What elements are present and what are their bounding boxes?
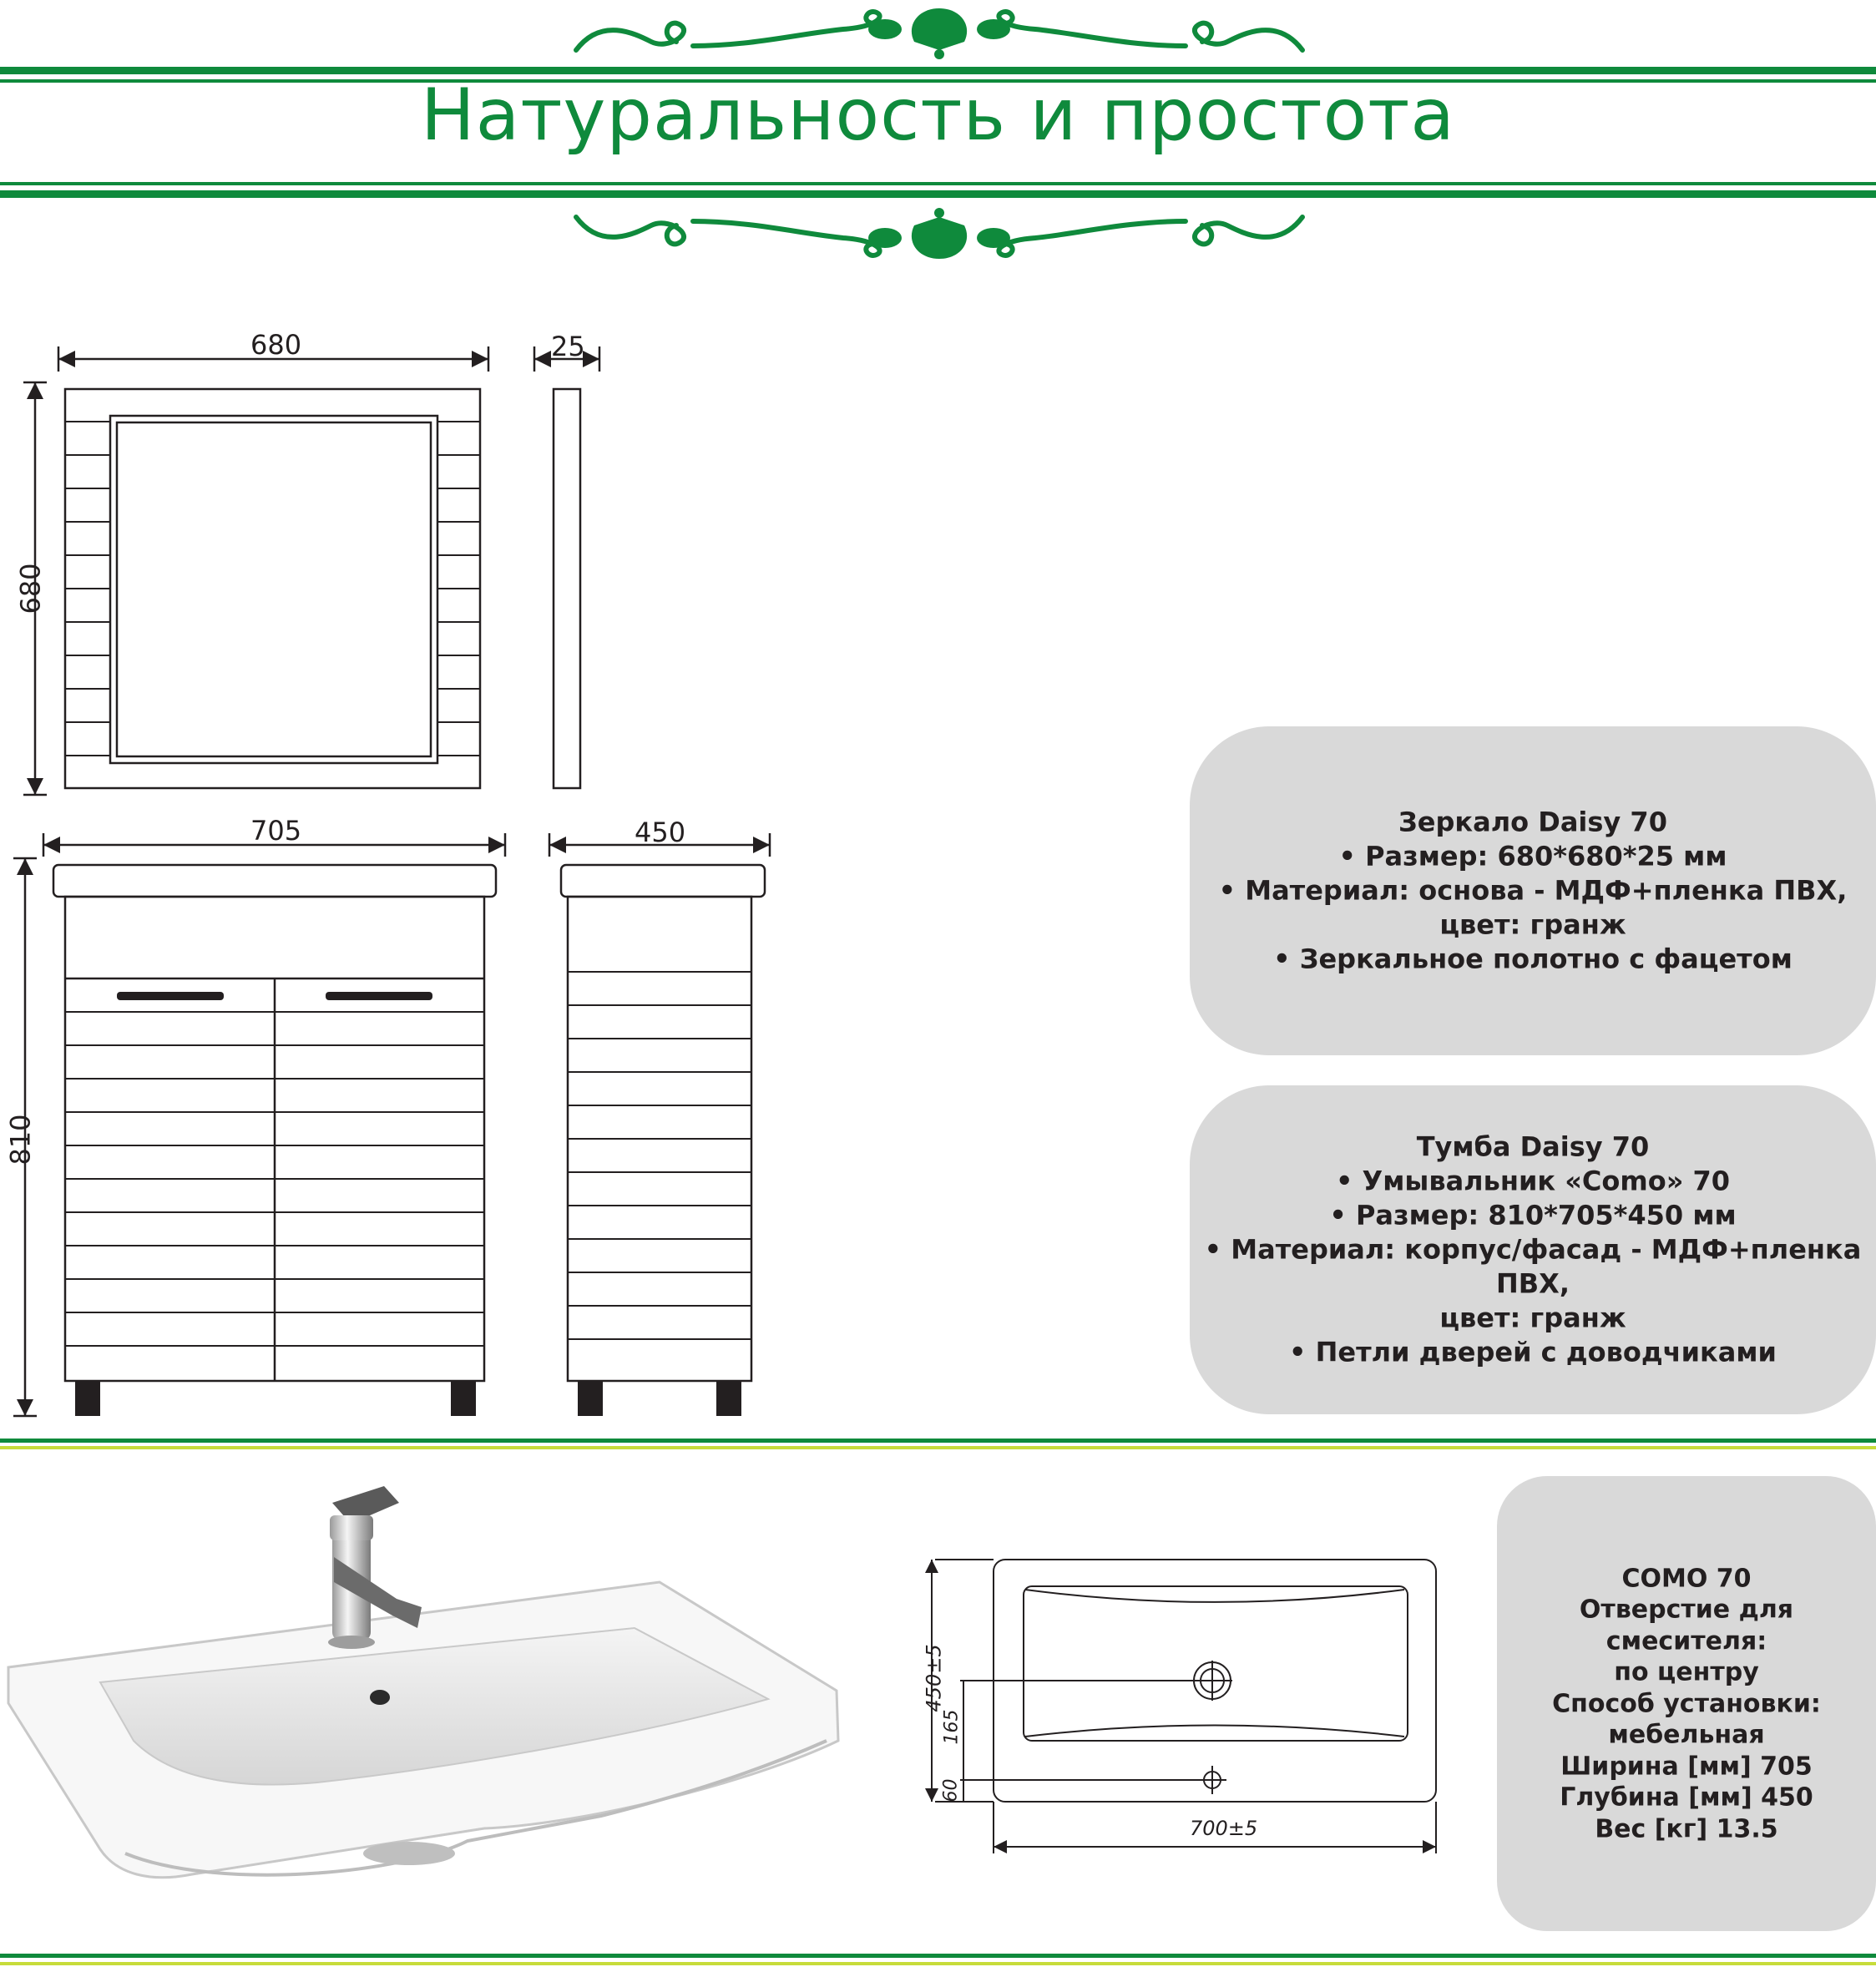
cabinet-side-drawing: [549, 833, 770, 1381]
cabinet-front-drawing: [13, 833, 505, 1416]
mirror-side-drawing: [534, 346, 599, 788]
sink-info-line: по центру: [1614, 1657, 1759, 1687]
sink-info-line: смесителя:: [1605, 1626, 1767, 1656]
page-title: Натуральность и простота: [420, 73, 1455, 157]
section-divider: [0, 1439, 1876, 1443]
mirror-front-drawing: [23, 346, 488, 795]
sink-info-line: мебельная: [1608, 1720, 1765, 1750]
cabinet-info-line: • Петли дверей с доводчиками: [1289, 1336, 1777, 1368]
sink-info-line: Ширина [мм] 705: [1560, 1751, 1813, 1781]
sink-info-panel: [1497, 1476, 1876, 1931]
cabinet-depth-label: 450: [635, 817, 686, 848]
cabinet-info-line: цвет: гранж: [1439, 1302, 1626, 1334]
sink-technical-drawing: [902, 1536, 1486, 1912]
sink-photo: [0, 1482, 843, 1899]
cabinet-info-line: • Материал: корпус/фасад - МДФ+пленка ПВХ,: [1204, 1233, 1862, 1300]
mirror-info-title: Зеркало Daisy 70: [1398, 806, 1667, 838]
sink-info-line: Способ установки:: [1552, 1688, 1821, 1718]
sink-info-line: Глубина [мм] 450: [1560, 1782, 1813, 1813]
mirror-width-label: 680: [250, 329, 302, 361]
mirror-depth-label: 25: [551, 331, 585, 362]
section-divider-accent: [0, 1446, 1876, 1449]
mirror-info-line: • Зеркальное полотно с фацетом: [1273, 943, 1793, 975]
sink-info-line: COMO 70: [1621, 1563, 1752, 1593]
cabinet-info-line: • Размер: 810*705*450 мм: [1329, 1199, 1737, 1231]
mirror-info-line: цвет: гранж: [1439, 908, 1626, 941]
mirror-info-line: • Материал: основа - МДФ+пленка ПВХ,: [1218, 874, 1848, 907]
mirror-height-label: 680: [14, 563, 47, 614]
mirror-info-line: • Размер: 680*680*25 мм: [1338, 840, 1727, 872]
sink-width-label: 700±5: [1190, 1817, 1258, 1840]
cabinet-info-title: Тумба Daisy 70: [1416, 1130, 1650, 1163]
sink-mid-label: 165: [941, 1709, 963, 1745]
sink-depth-label: 450±5: [922, 1644, 946, 1712]
cabinet-width-label: 705: [250, 815, 302, 847]
cabinet-info-panel: [1190, 1085, 1876, 1414]
cabinet-height-label: 810: [4, 1114, 37, 1166]
cabinet-info-line: • Умывальник «Como» 70: [1335, 1165, 1731, 1197]
sink-bottom-label: 60: [940, 1778, 962, 1803]
sink-info-line: Отверстие для: [1579, 1595, 1794, 1625]
sink-info-line: Вес [кг] 13.5: [1595, 1813, 1778, 1843]
mirror-info-panel: [1190, 726, 1876, 1055]
footer-divider: [0, 1954, 1876, 1958]
footer-divider-accent: [0, 1962, 1876, 1965]
